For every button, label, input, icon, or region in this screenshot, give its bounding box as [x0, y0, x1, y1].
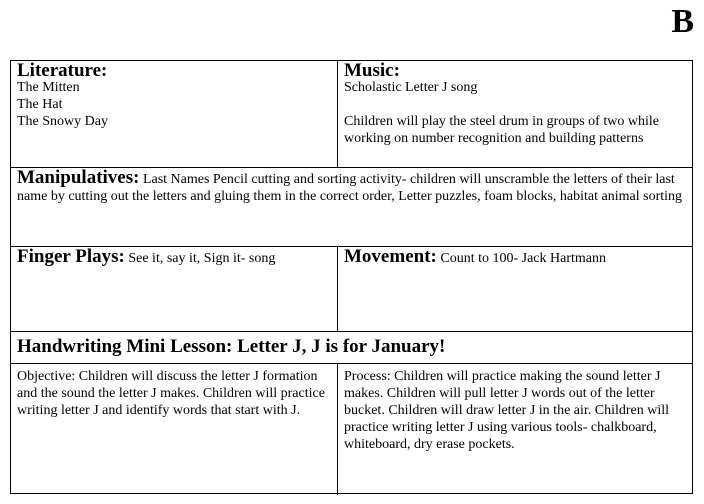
music-cell [338, 61, 694, 167]
objective-cell [11, 364, 337, 495]
literature-heading: Literature: [17, 60, 108, 81]
finger-plays-heading: Finger Plays: [17, 246, 125, 267]
movement-text: Count to 100- Jack Hartmann [440, 251, 606, 266]
manipulatives-cell [11, 168, 694, 246]
movement-heading: Movement: [344, 246, 437, 267]
process-cell [338, 364, 694, 495]
music-song: Scholastic Letter J song [344, 80, 478, 95]
literature-item: The Hat [17, 97, 63, 112]
finger-plays-cell [11, 247, 337, 331]
handwriting-heading-cell [11, 332, 694, 363]
handwriting-heading: Handwriting Mini Lesson: Letter J, J is for January! [17, 336, 446, 357]
lesson-plan-table [10, 60, 693, 494]
literature-item: The Mitten [17, 80, 80, 95]
literature-item: The Snowy Day [17, 114, 108, 129]
literature-cell [11, 61, 337, 167]
process-text: Process: Children will practice making the sound letter J makes. Children will pull letter J words out of the letter bucket. Children will draw letter J in the air. Children will practice writing letter J using various tools- chalkboard, whiteboard, dry erase pockets. [344, 369, 670, 452]
music-activity: Children will play the steel drum in groups of two while working on number recognition and building patterns [344, 114, 659, 146]
page-letter: B [671, 3, 694, 40]
music-heading: Music: [344, 60, 400, 81]
finger-plays-text: See it, say it, Sign it- song [128, 251, 276, 266]
movement-cell [338, 247, 694, 331]
objective-text: Objective: Children will discuss the letter J formation and the sound the letter J makes. Children will practice writing letter J and identify words that start with J. [17, 369, 325, 418]
manipulatives-text: Last Names Pencil cutting and sorting activity- children will unscramble the letters of their last name by cutting out the letters and gluing them in the correct order, Letter puzzles, foam blocks, habitat animal sorting [17, 172, 683, 204]
manipulatives-heading: Manipulatives: [17, 167, 140, 188]
